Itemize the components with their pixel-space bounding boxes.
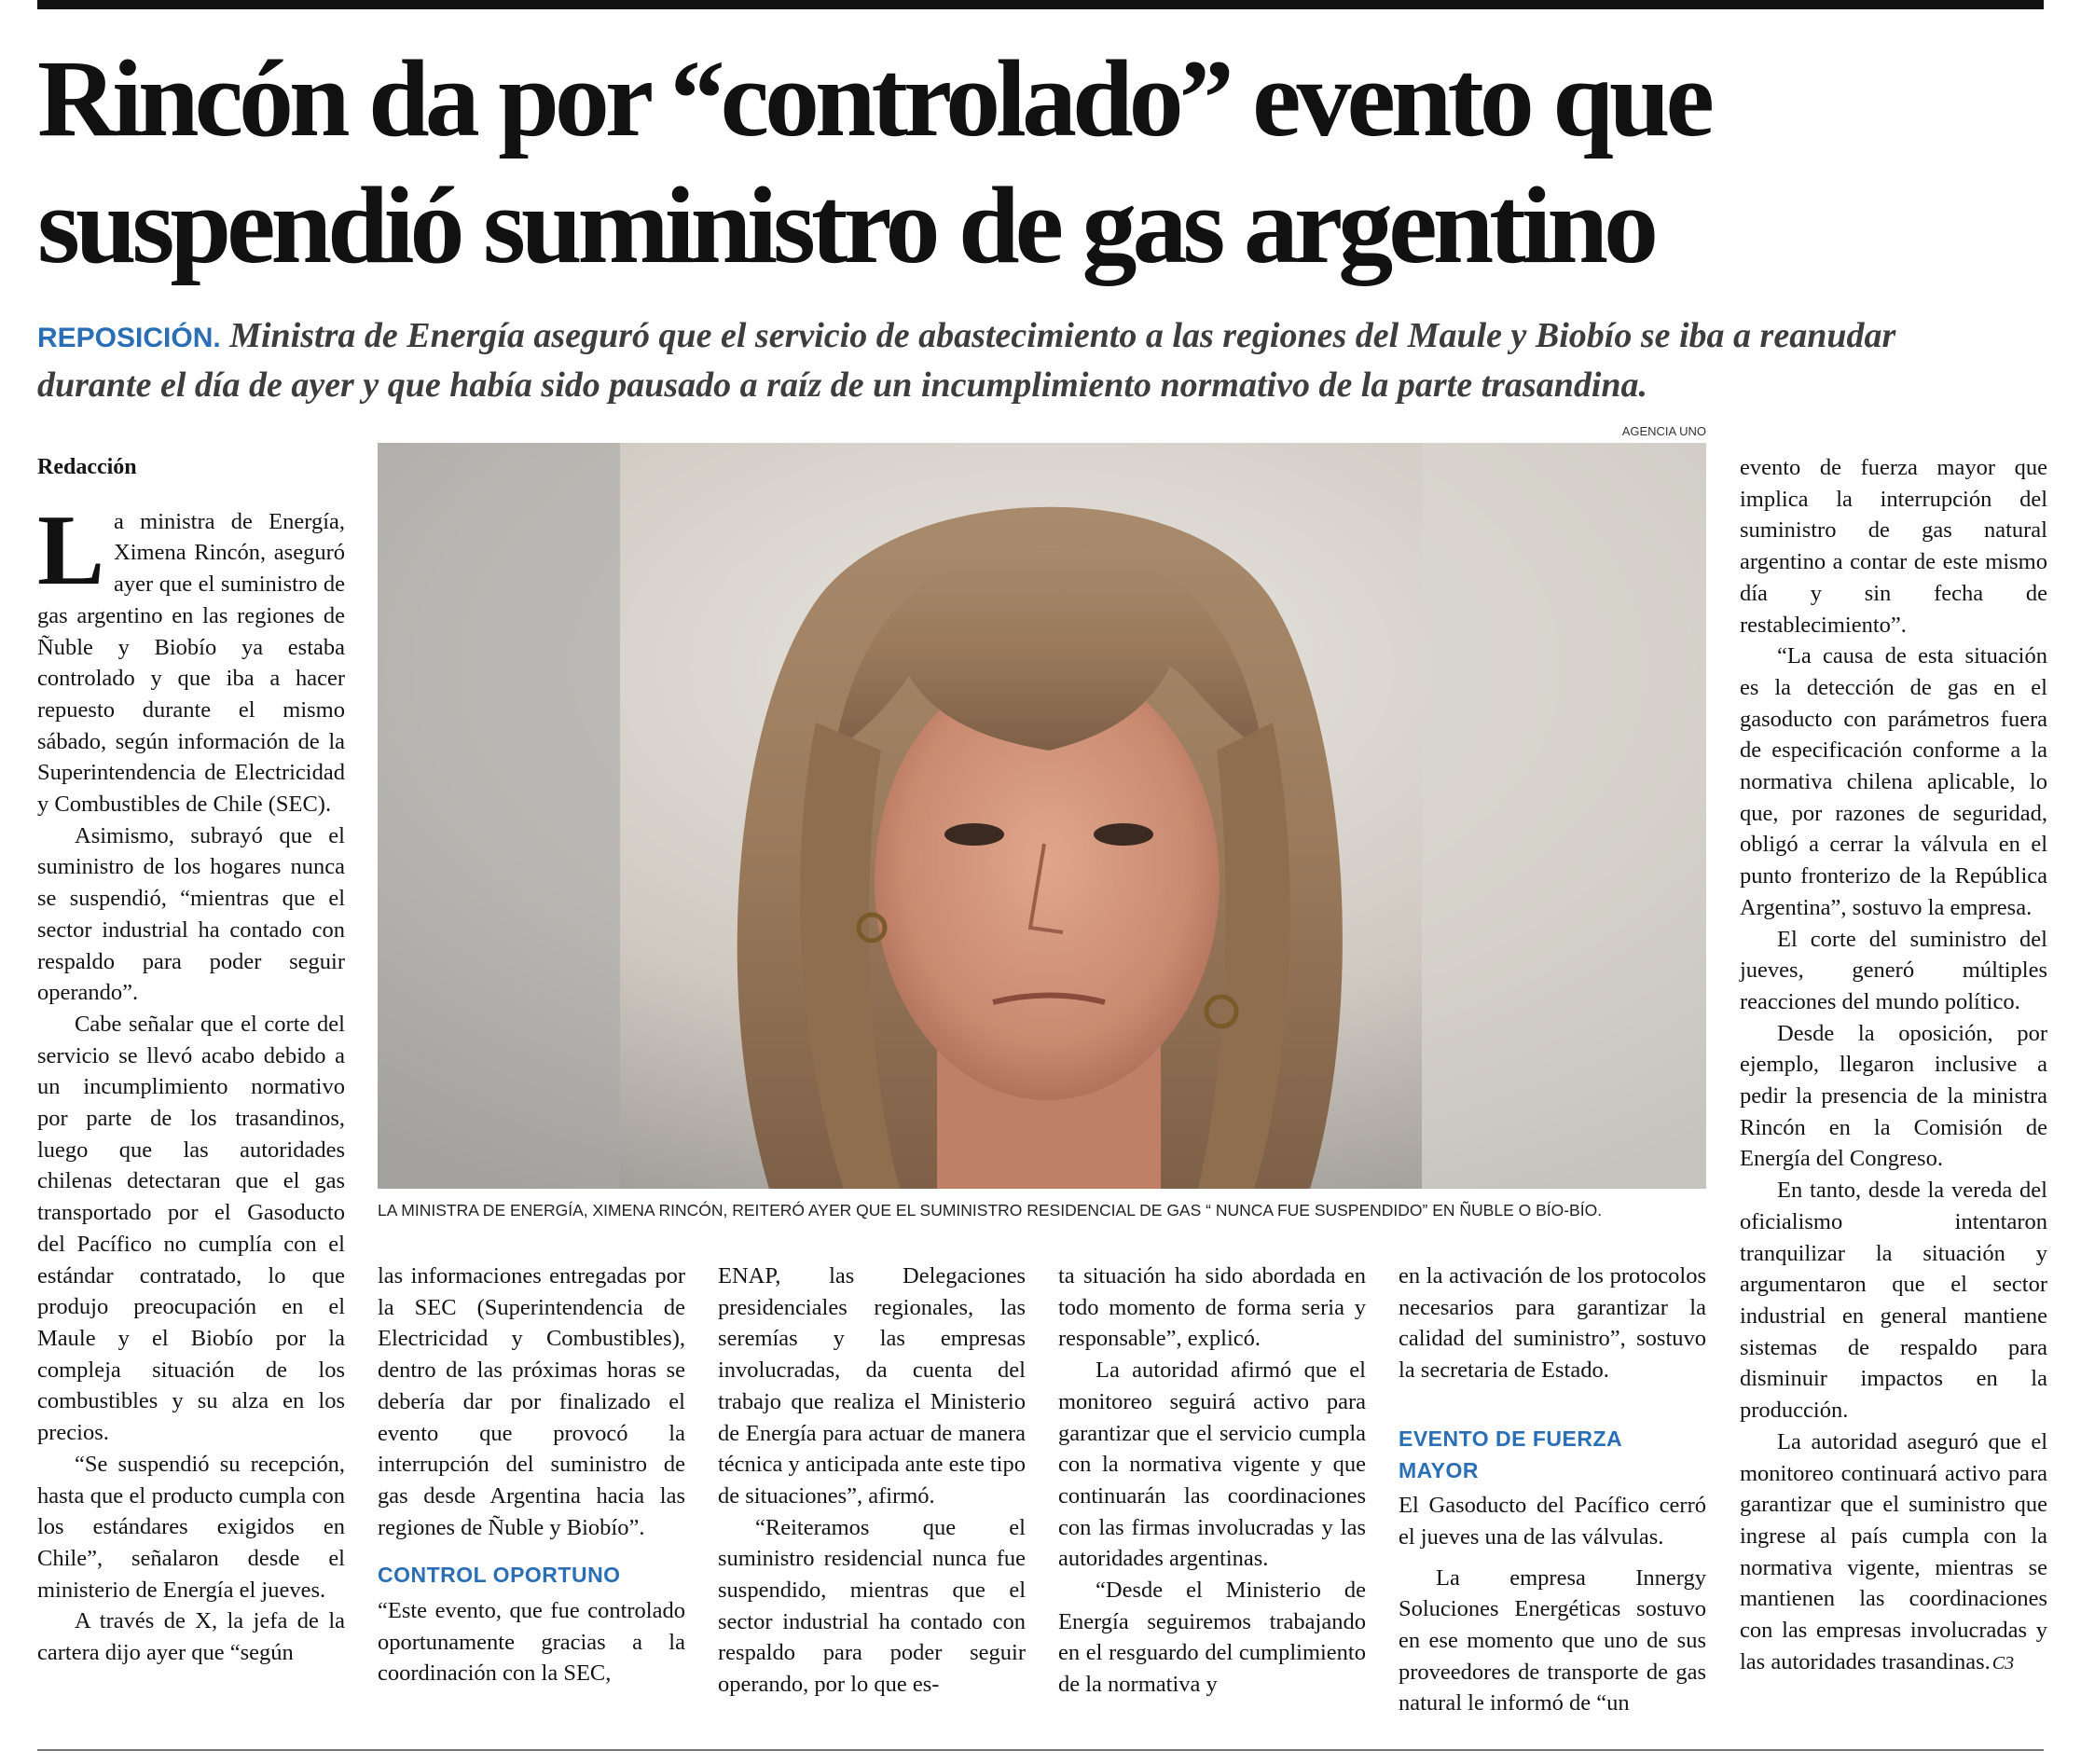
deck-line-2: durante el día de ayer y que había sido pausado a raíz de un incumplimiento normativo de la parte trasandina. bbox=[37, 365, 1648, 405]
deck-text-1: Ministra de Energía aseguró que el servicio de abastecimiento a las regiones del Maule y Biobío se iba a reanudar bbox=[229, 316, 1896, 355]
paragraph: las informaciones entregadas por la SEC (Superintendencia de Electricidad y Combustibles), dentro de las próximas horas se debería dar por finalizado el evento que provocó la interrupción del suministro de gas desde Argentina hacia las regiones de Ñuble y Biobío”. bbox=[378, 1263, 685, 1540]
paragraph: A través de X, la jefa de la cartera dijo ayer que “según bbox=[37, 1608, 345, 1666]
paragraph-lead-text: a ministra de Energía, Ximena Rincón, aseguró ayer que el suministro de gas argentino en las regiones de Ñuble y Biobío ya estaba controlado y que iba a hacer repuesto durante el mismo sábado, según información de la Superintendencia de Electricidad y Combustibles de Chile (SEC). bbox=[37, 508, 345, 818]
paragraph: Desde la oposición, por ejemplo, llegaron inclusive a pedir la presencia de la ministra Rincón en la Comisión de Energía del Congreso. bbox=[1740, 1020, 2047, 1172]
photo-credit: AGENCIA UNO bbox=[1621, 424, 1706, 438]
article-column-3 bbox=[718, 1261, 1026, 1701]
deck bbox=[37, 312, 2051, 408]
article-column-5 bbox=[1399, 1261, 1706, 1719]
bottom-rule bbox=[37, 1749, 2044, 1751]
paragraph: “Este evento, que fue controlado oportunamente gracias a la coordinación con la SEC, bbox=[378, 1598, 685, 1687]
paragraph: En tanto, desde la vereda del oficialismo intentaron tranquilizar la situación y argumentaron que el sector industrial en general mantiene sistemas de respaldo para disminuir impactos en la producción. bbox=[1740, 1178, 2047, 1424]
deck-line-1 bbox=[37, 312, 2051, 362]
paragraph: “Se suspendió su recepción, hasta que el producto cumpla con los estándares exigidos en Chile”, señalaron desde el ministerio de Energía el jueves. bbox=[37, 1451, 345, 1603]
top-rule bbox=[37, 0, 2044, 9]
deck-kicker: REPOSICIÓN. bbox=[37, 323, 221, 353]
paragraph: La autoridad afirmó que el monitoreo seguirá activo para garantizar que el servicio cumpla con la normativa vigente y que continuarán las coordinaciones con las firmas involucradas y las autoridades argentinas. bbox=[1058, 1357, 1366, 1572]
article-column-1 bbox=[37, 452, 345, 1669]
paragraph: El corte del suministro del jueves, generó múltiples reacciones del mundo político. bbox=[1740, 926, 2047, 1014]
article-photo bbox=[378, 443, 1706, 1189]
headline-line-2: suspendió suministro de gas argentino bbox=[37, 164, 1654, 286]
headline-line-1: Rincón da por “controlado” evento que bbox=[37, 37, 1710, 159]
byline: Redacción bbox=[37, 455, 137, 479]
article-column-6 bbox=[1740, 452, 2047, 1679]
subhead-control-oportuno: CONTROL OPORTUNO bbox=[378, 1563, 621, 1588]
paragraph: “Reiteramos que el suministro residencial nunca fue suspendido, mientras que el sector industrial ha contado con respaldo para poder seguir operando, por lo que es- bbox=[718, 1514, 1026, 1698]
paragraph: ENAP, las Delegaciones presidenciales regionales, las seremías y las empresas involucradas, da cuenta del trabajo que realiza el Ministerio de Energía para actuar de manera técnica y anticipada ante este tipo de situaciones”, afirmó. bbox=[718, 1263, 1026, 1509]
subhead-evento-fuerza-mayor: EVENTO DE FUERZA MAYOR bbox=[1399, 1426, 1622, 1482]
portrait-photo-image bbox=[378, 443, 1706, 1189]
paragraph-final-text: La autoridad aseguró que el monitoreo continuará activo para garantizar que el suministro que ingrese al país cumpla con la normativa vigente, mientras se mantienen las coordinaciones con las empresas involucradas y las autoridades trasandinas. bbox=[1740, 1428, 2047, 1674]
paragraph: evento de fuerza mayor que implica la interrupción del suministro de gas natural argentino a contar de este mismo día y sin fecha de restablecimiento”. bbox=[1740, 455, 2047, 638]
paragraph-lead bbox=[37, 494, 345, 820]
end-mark: C3 bbox=[1991, 1652, 2015, 1674]
paragraph: en la activación de los protocolos necesarios para garantizar la calidad del suministro”, sostuvo la secretaria de Estado. bbox=[1399, 1263, 1706, 1384]
paragraph: La empresa Innergy Soluciones Energéticas sostuvo en ese momento que uno de sus proveedores de transporte de gas natural le informó de “un bbox=[1399, 1564, 1706, 1716]
dropcap: L bbox=[37, 494, 105, 606]
paragraph: ta situación ha sido abordada en todo momento de forma seria y responsable”, explicó. bbox=[1058, 1263, 1366, 1352]
article-column-2 bbox=[378, 1261, 685, 1689]
paragraph: “Desde el Ministerio de Energía seguiremos trabajando en el resguardo del cumplimiento de la normativa y bbox=[1058, 1578, 1366, 1698]
paragraph-final bbox=[1740, 1426, 2047, 1680]
headline bbox=[37, 35, 2051, 289]
paragraph: Asimismo, subrayó que el suministro de los hogares nunca se suspendió, “mientras que el sector industrial ha contado con respaldo para poder seguir operando”. bbox=[37, 822, 345, 1006]
article-column-4 bbox=[1058, 1261, 1366, 1701]
paragraph: Cabe señalar que el corte del servicio se llevó acabo debido a un incumplimiento normativo por parte de los trasandinos, luego que las autoridades chilenas detectaran que el gas transportado por el Gasoducto del Pacífico no cumplía con el estándar contratado, lo que produjo preocupación en el Maule y el Biobío por la compleja situación de los combustibles y su alza en los precios. bbox=[37, 1011, 345, 1446]
paragraph: El Gasoducto del Pacífico cerró el jueves una de las válvulas. bbox=[1399, 1493, 1706, 1550]
photo-caption: LA MINISTRA DE ENERGÍA, XIMENA RINCÓN, REITERÓ AYER QUE EL SUMINISTRO RESIDENCIAL DE GAS “ NUNCA FUE SUSPENDIDO” EN ÑUBLE O BÍO-BÍO. bbox=[378, 1201, 1603, 1220]
paragraph: “La causa de esta situación es la detección de gas en el gasoducto con parámetros fuera de especificación conforme a la normativa chilena aplicable, lo que, por razones de seguridad, obligó a cerrar la válvula en el punto fronterizo de la República Argentina”, sostuvo la empresa. bbox=[1740, 643, 2047, 920]
